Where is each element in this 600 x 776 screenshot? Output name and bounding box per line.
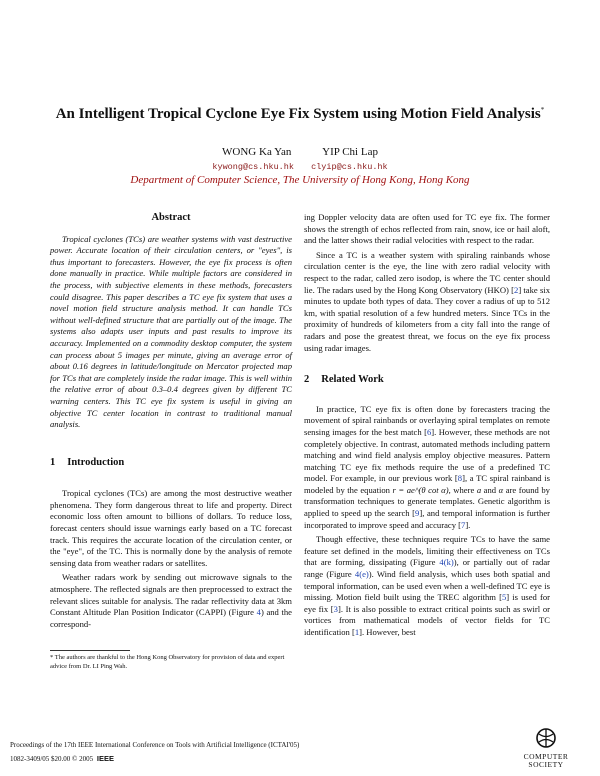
footnote-divider — [50, 650, 130, 651]
citation-link[interactable]: 6 — [426, 426, 432, 437]
citation-link[interactable]: 5 — [501, 592, 507, 603]
footnote-text: * The authors are thankful to the Hong Kong Observatory for provision of data and expert advice from Dr. LI Ping Wah. — [50, 654, 285, 670]
affiliation: Department of Computer Science, The University of Hong Kong, Hong Kong — [130, 174, 470, 186]
related-paragraph: In practice, TC eye fix is often done by forecasters tracing the movement of spiral rainbands or overlaying spiral templates on remote sensing images for the best match [6]. However, these methods are not completely objective. In contrast, automated methods including pattern matching and wind field analysis employ objective measures. Pattern matching TC eye fix methods require the use of a predefined TC model. For example, in our previous work [8], a TC spiral rainband is modeled by the equation r = ae^(θ cot α), where a and α are found by transformation techniques to generate templates. Genetic algorithm is applied to speed up the search [9], and temporal information is further incorporated to improve speed and accuracy [7]. — [304, 403, 550, 530]
section-title: Introduction — [67, 456, 125, 468]
section-title: Related Work — [321, 374, 384, 386]
math-variable: a — [476, 484, 482, 495]
title-footnote-mark: * — [540, 106, 545, 114]
logo-line: SOCIETY — [528, 760, 564, 769]
author-name: YIP Chi Lap — [322, 146, 378, 158]
citation-link[interactable]: 9 — [415, 508, 420, 519]
computer-society-emblem-icon — [535, 728, 557, 748]
abstract-text: Tropical cyclones (TCs) are weather systems with vast destructive power. Accurate location of their circulation centers, or "eyes", is thus important to forecasters. However, the eye fix process is often done manually in practice. While multiple factors are considered in the process, with subjective elements in these methods, forecasters could disagree. This paper describes a TC eye fix system that uses a novel motion field structure analysis method. It can handle TCs without well-defined structure that are partially out of the image. The systems also adapts user inputs and past results to improve its accuracy. Implemented on a commodity desktop computer, the system can process about 5 images per minute, giving an average error of about 0.16 degrees in latitude/longitude on Mercator projected map for TCs that are completely inside the radar image. This is well within the relative error of about 0.3–0.4 degrees given by different TC warning centers. This TC eye fix system is useful in giving an objective TC center location in contrast to traditional manual analysis. — [50, 233, 292, 430]
right-column — [304, 212, 550, 642]
citation-link[interactable]: 2 — [514, 284, 519, 295]
left-column — [50, 212, 292, 633]
footnote — [50, 650, 292, 671]
ieee-logo-text: IEEE — [96, 754, 114, 763]
issn-text: 1082-3409/05 $20.00 © 2005 — [10, 755, 94, 763]
author-emails — [0, 162, 600, 172]
spiral-equation: r = ae^(θ cot α) — [392, 484, 449, 495]
section-number: 1 — [50, 456, 56, 468]
related-paragraph: Though effective, these techniques require TCs to have the same feature set defined in the models, limiting their effectiveness on TCs that are forming, dissipating (Figure 4(k)), or partially out of radar range (Figure 4(e)). Wind field analysis, which uses both spatial and temporal information, can be used even when a well-defined TC eye is missing. Motion field built using the TREC algorithm [5] is used for eye fix [3]. It is also possible to extract critical points such as swirl or vortices from mathematical models of vector fields for TC identification [1]. However, best — [304, 534, 550, 637]
proceedings-footer: Proceedings of the 17th IEEE International Conference on Tools with Artificial Intelligence (ICTAI'05) — [10, 741, 300, 749]
citation-link[interactable]: 1 — [354, 627, 360, 637]
figure-reference-link[interactable]: 4(k) — [439, 557, 454, 568]
author-name: WONG Ka Yan — [222, 146, 292, 158]
paper-title — [0, 106, 600, 123]
issn-footer — [10, 754, 114, 763]
body-paragraph: ing Doppler velocity data are often used for TC eye fix. The former shows the strength of echos reflected from rain, snow, ice or hail aloft, and the latter shows their radial velocities with respect to the radar. — [304, 212, 550, 246]
author-email[interactable]: clyip@cs.hku.hk — [311, 162, 388, 172]
figure-reference-link[interactable]: 4 — [256, 607, 261, 618]
citation-link[interactable]: 7 — [461, 519, 466, 530]
section-heading-related-work — [304, 374, 550, 386]
body-paragraph: Since a TC is a weather system with spiraling rainbands whose circulation center is the eye, the line with zero radial velocity with respect to the radar, called zero isodop, is where the TC center should lie. The radars used by the Hong Kong Observatory (HKO) [2] take six minutes to update both types of data. They cover a radius of up to 512 km, with spatial resolution of a few hundred meters. Since TCs in the proximity of hundreds of kilometers from a city fall into the range of radars and pose the greatest threat, we focus on the eye fix process using radar images. — [304, 249, 550, 353]
author-email[interactable]: kywong@cs.hku.hk — [212, 162, 294, 172]
math-variable: α — [498, 484, 504, 495]
citation-link[interactable]: 3 — [333, 603, 338, 614]
computer-society-logo — [518, 728, 574, 769]
paper-title-text: An Intelligent Tropical Cyclone Eye Fix System using Motion Field Analysis — [55, 106, 541, 122]
section-heading-introduction — [50, 457, 292, 469]
abstract-heading: Abstract — [151, 212, 191, 223]
logo-line: COMPUTER — [523, 752, 569, 761]
author-list — [0, 146, 600, 158]
figure-reference-link[interactable]: 4(e) — [354, 569, 369, 580]
citation-link[interactable]: 8 — [457, 473, 463, 484]
intro-paragraph: Weather radars work by sending out microwave signals to the atmosphere. The reflected signals are then preprocessed to extract the relevant slices suitable for analysis. The radar reflectivity data at 3km Constant Altitude Plan Position Indicator (CAPPI) (Figure 4) and the correspond- — [50, 572, 292, 629]
section-number: 2 — [304, 374, 310, 386]
intro-paragraph: Tropical cyclones (TCs) are among the most destructive weather phenomena. They form dangerous threat to life and property. Direct economic loss often amount to billions of dollars. To reduce loss, forecast centers should issue warnings early based on a TC forecast track. This requires the accurate location of the circulation center, or the "eye", of the TC. This is normally done by the analysis of remote sensing data from weather radars or satellites. — [50, 488, 292, 568]
